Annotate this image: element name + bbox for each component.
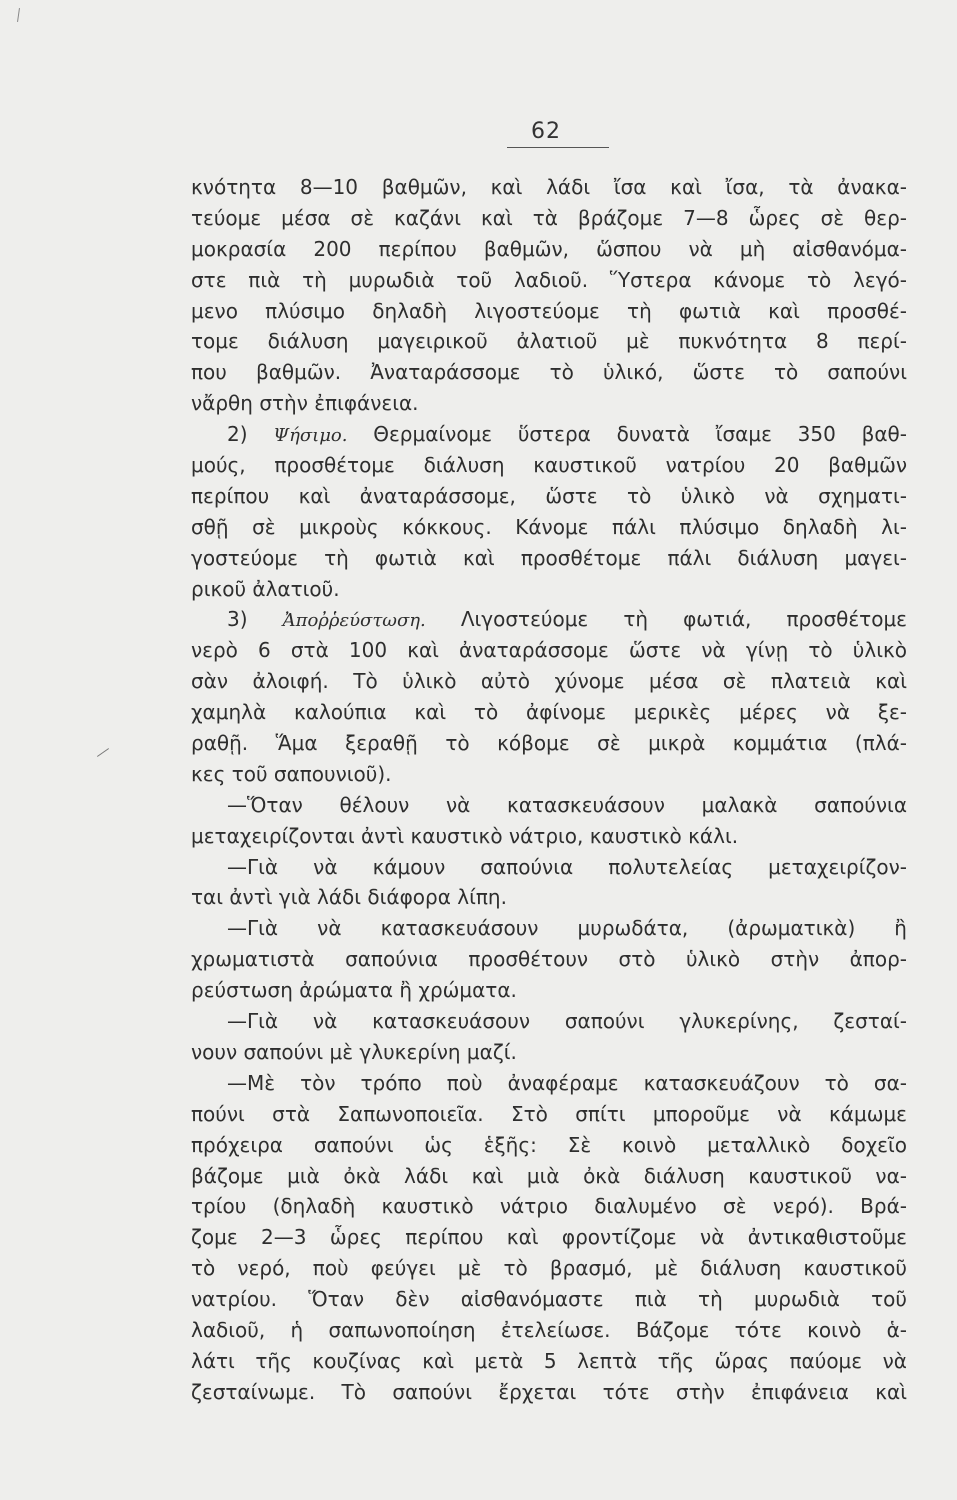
line-text: ζεσταίνωμε. Τὸ σαπούνι ἔρχεται τότε στὴν ἐπιφάνεια καὶ [191,1379,907,1404]
text-line [191,913,907,944]
text-line [191,388,907,419]
text-line [191,419,907,450]
text-line [191,1037,907,1068]
section-number: 2) [227,422,274,447]
text-line [191,1315,907,1346]
text-line [191,1222,907,1253]
text-line [191,759,907,790]
text-line [191,1099,907,1130]
section-heading: Ἀποῤῥεύστωση. [282,610,426,632]
corner-mark [17,8,20,22]
text-line [191,1068,907,1099]
text-line [191,666,907,697]
section-number: 3) [227,607,283,632]
line-text: —Γιὰ νὰ κατασκευάσουν μυρωδάτα, (ἀρωματικὰ) ἢ [227,916,907,941]
text-line [191,790,907,821]
text-line [191,234,907,265]
line-text: νερὸ 6 στὰ 100 καὶ ἀναταράσσομε ὥστε νὰ γίνῃ τὸ ὑλικὸ [191,638,907,663]
line-text: μούς, προσθέτομε διάλυση καυστικοῦ νατρίου 20 βαθμῶν [191,453,907,478]
line-text: ραθῇ. Ἅμα ξεραθῇ τὸ κόβομε σὲ μικρὰ κομμάτια (πλά- [191,731,907,756]
text-line [191,265,907,296]
line-text: μοκρασία 200 περίπου βαθμῶν, ὥσπου νὰ μὴ αἰσθανόμα- [191,236,907,261]
line-text: —Γιὰ νὰ κατασκευάσουν σαπούνι γλυκερίνης, ζεσταί- [227,1009,907,1034]
line-text: —Ὅταν θέλουν νὰ κατασκευάσουν μαλακὰ σαπούνια [227,792,907,817]
line-text: χαμηλὰ καλούπια καὶ τὸ ἀφίνομε μερικὲς μέρες νὰ ξε- [191,700,907,725]
line-text: χρωματιστὰ σαπούνια προσθέτουν στὸ ὑλικὸ στὴν ἀπορ- [191,947,907,972]
text-line [191,852,907,883]
text-line [191,1191,907,1222]
line-text: πρόχειρα σαπούνι ὡς ἑξῆς: Σὲ κοινὸ μεταλλικὸ δοχεῖο [191,1132,907,1157]
line-text: τὸ νερό, ποὺ φεύγει μὲ τὸ βρασμό, μὲ διάλυση καυστικοῦ [191,1256,907,1281]
line-text: τομε διάλυση μαγειρικοῦ ἀλατιοῦ μὲ πυκνότητα 8 περί- [191,329,907,354]
line-text: νουν σαπούνι μὲ γλυκερίνη μαζί. [191,1039,517,1064]
text-line [191,604,907,635]
line-text: τεύομε μέσα σὲ καζάνι καὶ τὰ βράζομε 7—8 ὧρες σὲ θερ- [191,205,907,230]
text-line [191,543,907,574]
line-text: που βαθμῶν. Ἀναταράσσομε τὸ ὑλικό, ὥστε τὸ σαπούνι [191,360,907,385]
text-line [191,1006,907,1037]
line-text: ζομε 2—3 ὧρες περίπου καὶ φροντίζομε νὰ ἀντικαθιστοῦμε [191,1225,907,1250]
text-line [191,1130,907,1161]
text-line [191,1346,907,1377]
text-line [191,944,907,975]
line-text: ται ἀντὶ γιὰ λάδι διάφορα λίπη. [191,885,507,910]
line-text: γοστεύομε τὴ φωτιὰ καὶ προσθέτομε πάλι διάλυση μαγει- [191,545,907,570]
line-text: λάτι τῆς κουζίνας καὶ μετὰ 5 λεπτὰ τῆς ὥρας παύομε νὰ [191,1348,907,1373]
line-text: ρικοῦ ἀλατιοῦ. [191,576,340,601]
line-text: κνότητα 8—10 βαθμῶν, καὶ λάδι ἴσα καὶ ἴσα, τὰ ἀνακα- [191,175,907,199]
page-number-rule [507,147,609,148]
line-text: μενο πλύσιμο δηλαδὴ λιγοστεύομε τὴ φωτιὰ καὶ προσθέ- [191,298,907,323]
text-line [191,1377,907,1408]
line-text: βάζομε μιὰ ὀκὰ λάδι καὶ μιὰ ὀκὰ διάλυση καυστικοῦ να- [191,1163,907,1188]
line-text: νἄρθη στὴν ἐπιφάνεια. [191,391,419,416]
line-text: —Γιὰ νὰ κάμουν σαπούνια πολυτελείας μεταχειρίζον- [227,854,907,879]
body-text [191,172,907,1408]
text-line [191,1161,907,1192]
line-text: ρεύστωση ἀρώματα ἢ χρώματα. [191,978,517,1003]
line-text: λαδιοῦ, ἡ σαπωνοποίηση ἐτελείωσε. Βάζομε τότε κοινὸ ἁ- [191,1317,907,1342]
text-line [191,882,907,913]
text-line [191,821,907,852]
section-heading: Ψήσιμο. [273,425,348,447]
line-text: Λιγοστεύομε τὴ φωτιά, προσθέτομε [425,607,907,632]
text-line [191,296,907,327]
line-text: τρίου (δηλαδὴ καυστικὸ νάτριο διαλυμένο σὲ νερό). Βρά- [191,1194,907,1219]
line-text: κες τοῦ σαπουνιοῦ). [191,761,392,786]
text-line [191,1284,907,1315]
text-line [191,450,907,481]
text-line [191,172,907,203]
line-text: —Μὲ τὸν τρόπο ποὺ ἀναφέραμε κατασκευάζουν τὸ σα- [227,1070,907,1095]
line-text: Θερμαίνομε ὕστερα δυνατὰ ἴσαμε 350 βαθ- [347,422,907,447]
text-line [191,357,907,388]
text-line [191,481,907,512]
text-line [191,1253,907,1284]
line-text: στε πιὰ τὴ μυρωδιὰ τοῦ λαδιοῦ. Ὕστερα κάνομε τὸ λεγό- [191,267,907,292]
text-line [191,635,907,666]
margin-mark [97,748,109,757]
page-number: 62 [531,119,561,144]
line-text: νατρίου. Ὅταν δὲν αἰσθανόμαστε πιὰ τὴ μυρωδιὰ τοῦ [191,1287,907,1312]
text-line [191,697,907,728]
text-line [191,975,907,1006]
text-line [191,203,907,234]
text-line [191,512,907,543]
text-line [191,326,907,357]
line-text: περίπου καὶ ἀναταράσσομε, ὥστε τὸ ὑλικὸ νὰ σχηματι- [191,483,907,508]
line-text: σὰν ἀλοιφή. Τὸ ὑλικὸ αὐτὸ χύνομε μέσα σὲ πλατειὰ καὶ [191,669,907,694]
line-text: μεταχειρίζονται ἀντὶ καυστικὸ νάτριο, καυστικὸ κάλι. [191,823,739,848]
line-text: σθῇ σὲ μικροὺς κόκκους. Κάνομε πάλι πλύσιμο δηλαδὴ λι- [191,514,907,539]
text-line [191,574,907,605]
line-text: πούνι στὰ Σαπωνοποιεῖα. Στὸ σπίτι μποροῦμε νὰ κάμωμε [191,1101,907,1126]
text-line [191,728,907,759]
